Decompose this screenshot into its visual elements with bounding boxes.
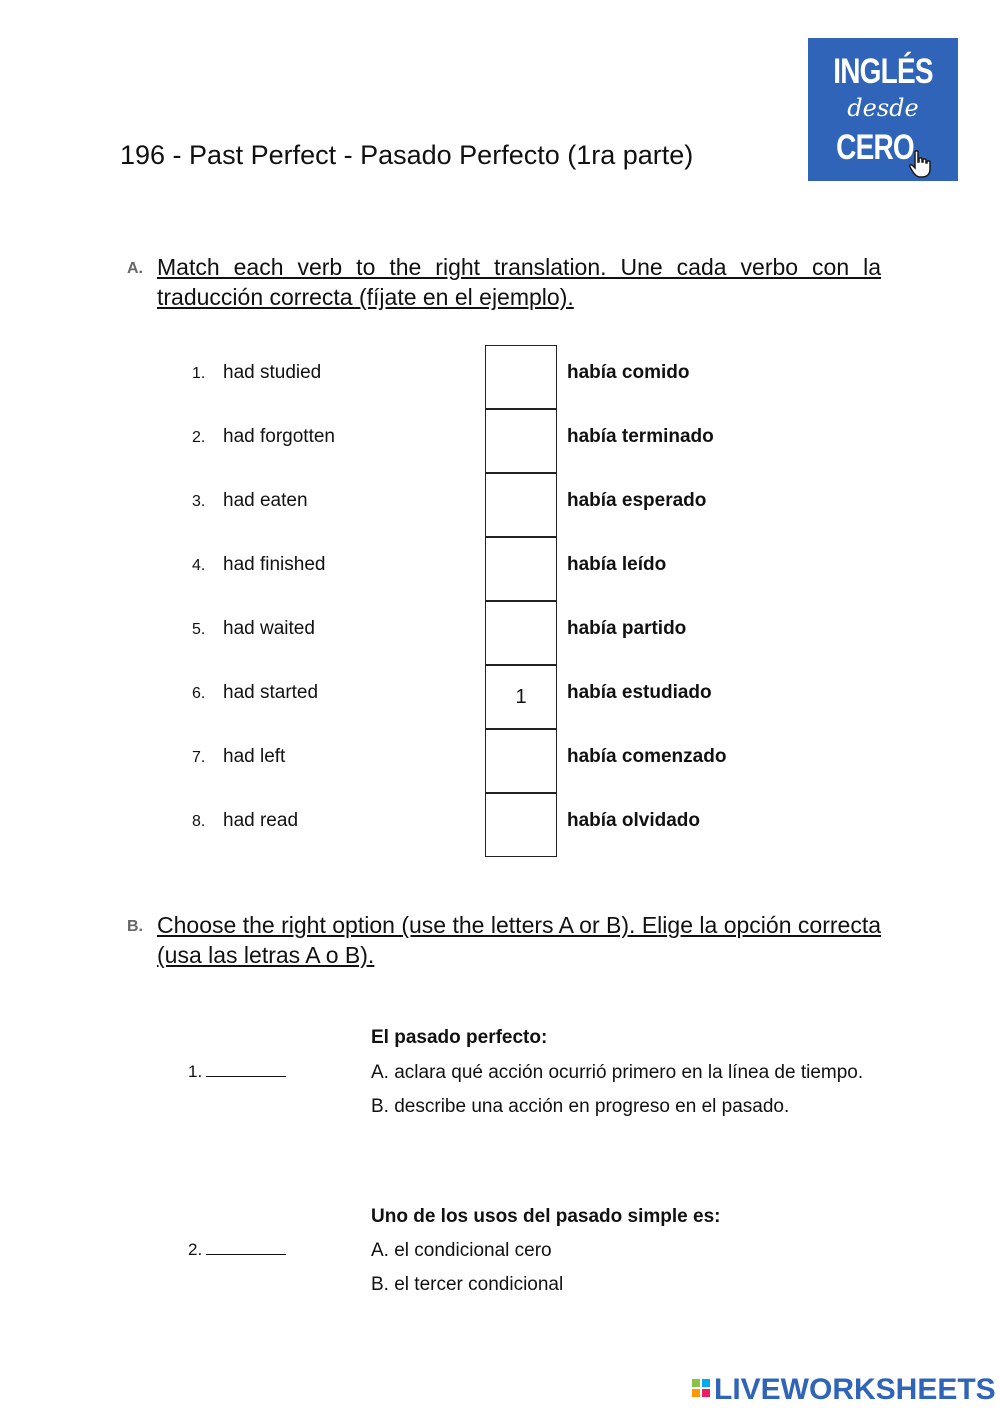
option-a: A. el condicional cero xyxy=(371,1240,552,1261)
item-number: 2. xyxy=(192,429,206,446)
logo-line3: CERO xyxy=(836,128,914,167)
option-b: B. describe una acción en progreso en el pasado. xyxy=(371,1096,790,1117)
verb-item: had eaten xyxy=(223,490,308,511)
verb-item: had studied xyxy=(223,362,322,383)
verb-item: had waited xyxy=(223,618,315,639)
answer-box[interactable] xyxy=(485,473,557,537)
pointer-hand-icon xyxy=(908,150,934,178)
verb-item: had left xyxy=(223,746,286,767)
answer-box[interactable] xyxy=(485,345,557,409)
answer-box[interactable] xyxy=(485,793,557,857)
section-a-instruction: Match each verb to the right translation. Une cada verbo con la traducción correcta (fíjate en el ejemplo). xyxy=(157,254,881,310)
option-a: A. aclara qué acción ocurrió primero en la línea de tiempo. xyxy=(371,1062,864,1083)
translation-item: había olvidado xyxy=(567,810,701,831)
logo-ingles-desde-cero xyxy=(808,38,958,181)
translation-item: había partido xyxy=(567,618,687,639)
verb-item: had started xyxy=(223,682,319,703)
translation-item: había comenzado xyxy=(567,746,727,767)
translation-item: había comido xyxy=(567,362,690,383)
question-heading: Uno de los usos del pasado simple es: xyxy=(371,1206,721,1227)
item-number: 1. xyxy=(192,365,206,382)
translation-item: había esperado xyxy=(567,490,707,511)
section-b-letter: B. xyxy=(127,918,143,935)
section-b-instruction: Choose the right option (use the letters A or B). Elige la opción correcta (usa las letras A o B). xyxy=(157,912,881,968)
question-number-label: 1. xyxy=(188,1062,203,1081)
logo-line1: INGLÉS xyxy=(833,52,933,91)
logo-line2: desde xyxy=(847,94,919,122)
answer-blank[interactable] xyxy=(206,1062,286,1077)
item-number: 6. xyxy=(192,685,206,702)
item-number: 8. xyxy=(192,813,206,830)
translation-item: había leído xyxy=(567,554,667,575)
item-number: 7. xyxy=(192,749,206,766)
answer-box-example[interactable]: 1 xyxy=(485,665,557,729)
item-number: 3. xyxy=(192,493,206,510)
translation-item: había estudiado xyxy=(567,682,712,703)
option-b: B. el tercer condicional xyxy=(371,1274,564,1295)
question-number xyxy=(188,1062,286,1082)
question-number-label: 2. xyxy=(188,1240,203,1259)
answer-box[interactable] xyxy=(485,537,557,601)
question-number xyxy=(188,1240,286,1260)
question-heading: El pasado perfecto: xyxy=(371,1027,548,1048)
answer-box[interactable] xyxy=(485,729,557,793)
answer-box[interactable] xyxy=(485,409,557,473)
liveworksheets-logo-icon xyxy=(692,1379,712,1401)
section-a-letter: A. xyxy=(127,260,143,277)
item-number: 5. xyxy=(192,621,206,638)
translation-item: había terminado xyxy=(567,426,714,447)
item-number: 4. xyxy=(192,557,206,574)
page-title: 196 - Past Perfect - Pasado Perfecto (1ra parte) xyxy=(120,140,694,170)
answer-box[interactable] xyxy=(485,601,557,665)
verb-item: had finished xyxy=(223,554,326,575)
answer-blank[interactable] xyxy=(206,1240,286,1255)
verb-item: had read xyxy=(223,810,299,831)
verb-item: had forgotten xyxy=(223,426,335,447)
watermark-text: LIVEWORKSHEETS xyxy=(714,1373,996,1406)
